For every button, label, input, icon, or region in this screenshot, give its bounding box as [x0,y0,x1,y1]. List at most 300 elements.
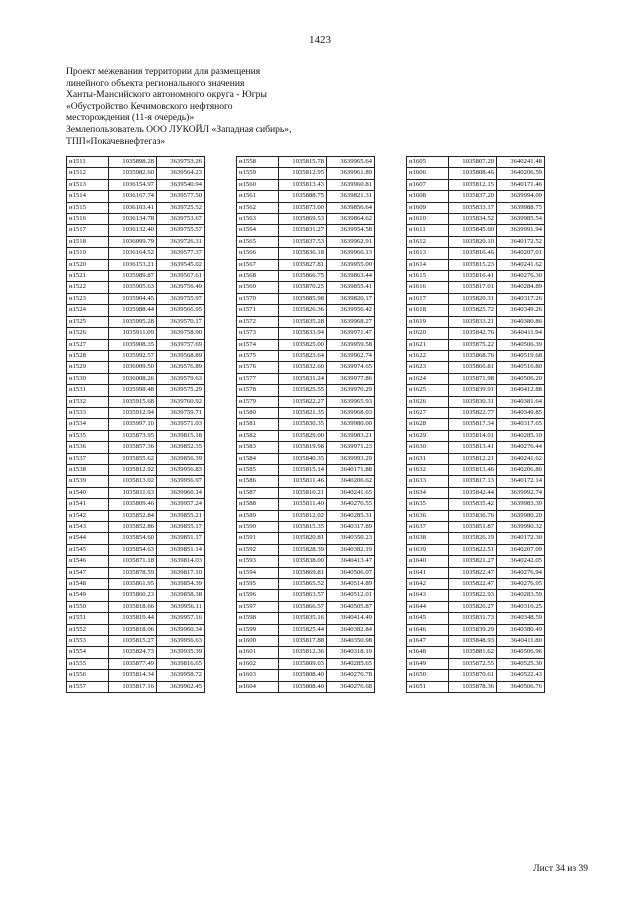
x-coordinate-cell: 1035822.47 [449,567,497,578]
point-id-cell: н1578 [237,385,279,396]
table-row [407,556,545,567]
y-coordinate-cell: 3639821.31 [327,191,375,202]
y-coordinate-cell: 3639955.00 [327,259,375,270]
y-coordinate-cell: 3640207.09 [497,544,545,555]
x-coordinate-cell: 1036164.52 [109,248,157,259]
y-coordinate-cell: 3640525.30 [497,658,545,669]
x-coordinate-cell: 1035878.36 [449,681,497,692]
table-row [237,522,375,533]
x-coordinate-cell: 1035816.46 [449,248,497,259]
y-coordinate-cell: 3640241.48 [497,157,545,168]
table-row [237,453,375,464]
x-coordinate-cell: 1035885.98 [279,293,327,304]
x-coordinate-cell: 1036132.40 [109,225,157,236]
table-row [67,385,205,396]
y-coordinate-cell: 3640414.49 [327,613,375,624]
y-coordinate-cell: 3639956.11 [157,601,205,612]
table-row [407,487,545,498]
x-coordinate-cell: 1035870.25 [279,282,327,293]
y-coordinate-cell: 3639540.94 [157,179,205,190]
table-row [67,601,205,612]
x-coordinate-cell: 1035835.28 [279,316,327,327]
table-row [67,157,205,168]
table-row [67,293,205,304]
y-coordinate-cell: 3640317.65 [497,419,545,430]
y-coordinate-cell: 3639959.58 [327,339,375,350]
y-coordinate-cell: 3639575.29 [157,385,205,396]
table-row [407,339,545,350]
x-coordinate-cell: 1035810.21 [279,487,327,498]
y-coordinate-cell: 3640514.89 [327,579,375,590]
x-coordinate-cell: 1035888.75 [279,191,327,202]
point-id-cell: н1542 [67,510,109,521]
point-id-cell: н1537 [67,453,109,464]
table-row [407,499,545,510]
table-row [237,681,375,692]
table-row [67,236,205,247]
table-row [407,510,545,521]
table-row [407,567,545,578]
table-row [407,658,545,669]
point-id-cell: н1511 [67,157,109,168]
point-id-cell: н1536 [67,442,109,453]
x-coordinate-cell: 1035830.35 [279,419,327,430]
table-row [407,670,545,681]
x-coordinate-cell: 1035819.98 [279,442,327,453]
x-coordinate-cell: 1035808.46 [449,168,497,179]
point-id-cell: н1595 [237,579,279,590]
y-coordinate-cell: 3640348.59 [497,613,545,624]
point-id-cell: н1581 [237,419,279,430]
y-coordinate-cell: 3640506.76 [497,681,545,692]
x-coordinate-cell: 1035852.84 [109,510,157,521]
x-coordinate-cell: 1035815.23 [449,259,497,270]
x-coordinate-cell: 1035812.15 [449,179,497,190]
table-row [67,613,205,624]
x-coordinate-cell: 1036103.41 [109,202,157,213]
table-row [407,430,545,441]
x-coordinate-cell: 1035837.53 [279,236,327,247]
table-row [407,350,545,361]
x-coordinate-cell: 1035814.01 [449,430,497,441]
x-coordinate-cell: 1035912.94 [109,407,157,418]
coordinates-table-2 [236,156,375,693]
point-id-cell: н1605 [407,157,449,168]
y-coordinate-cell: 3639815.18 [157,430,205,441]
y-coordinate-cell: 3639991.94 [497,225,545,236]
x-coordinate-cell: 1035821.27 [449,556,497,567]
table-row [237,214,375,225]
point-id-cell: н1639 [407,544,449,555]
y-coordinate-cell: 3640382.19 [327,544,375,555]
point-id-cell: н1632 [407,464,449,475]
table-row [407,419,545,430]
point-id-cell: н1572 [237,316,279,327]
table-row [237,282,375,293]
x-coordinate-cell: 1035854.63 [109,544,157,555]
y-coordinate-cell: 3640276.95 [497,579,545,590]
point-id-cell: н1586 [237,476,279,487]
x-coordinate-cell: 1035842.76 [449,328,497,339]
point-id-cell: н1618 [407,305,449,316]
table-row [67,522,205,533]
point-id-cell: н1524 [67,305,109,316]
x-coordinate-cell: 1035875.22 [449,339,497,350]
table-row [237,430,375,441]
y-coordinate-cell: 3640242.05 [497,556,545,567]
x-coordinate-cell: 1035992.57 [109,350,157,361]
table-row [67,214,205,225]
point-id-cell: н1631 [407,453,449,464]
point-id-cell: н1594 [237,567,279,578]
x-coordinate-cell: 1035869.81 [279,567,327,578]
point-id-cell: н1518 [67,236,109,247]
y-coordinate-cell: 3639994.09 [497,191,545,202]
point-id-cell: н1544 [67,533,109,544]
y-coordinate-cell: 3639570.17 [157,316,205,327]
y-coordinate-cell: 3640171.46 [497,179,545,190]
x-coordinate-cell: 1035818.66 [109,601,157,612]
y-coordinate-cell: 3640172.14 [497,476,545,487]
table-row [407,293,545,304]
x-coordinate-cell: 1035915.68 [109,396,157,407]
x-coordinate-cell: 1035822.27 [279,396,327,407]
sheet-footer: Лист 34 из 39 [533,864,588,874]
table-row [407,522,545,533]
x-coordinate-cell: 1036154.97 [109,179,157,190]
point-id-cell: н1566 [237,248,279,259]
y-coordinate-cell: 3640506.07 [327,567,375,578]
x-coordinate-cell: 1035877.49 [109,658,157,669]
x-coordinate-cell: 1035857.36 [109,442,157,453]
y-coordinate-cell: 3640349.26 [497,305,545,316]
y-coordinate-cell: 3640285.31 [327,510,375,521]
table-row [407,259,545,270]
x-coordinate-cell: 1035865.52 [279,579,327,590]
y-coordinate-cell: 3639974.65 [327,362,375,373]
point-id-cell: н1550 [67,601,109,612]
x-coordinate-cell: 1035904.45 [109,293,157,304]
x-coordinate-cell: 1035989.87 [109,271,157,282]
point-id-cell: н1616 [407,282,449,293]
table-row [237,157,375,168]
point-id-cell: н1651 [407,681,449,692]
header-line: месторождения (11-я очередь)» [66,112,195,124]
point-id-cell: н1629 [407,430,449,441]
x-coordinate-cell: 1035861.95 [109,579,157,590]
point-id-cell: н1546 [67,556,109,567]
point-id-cell: н1569 [237,282,279,293]
y-coordinate-cell: 3639983.21 [327,430,375,441]
table-row [67,510,205,521]
table-row [237,647,375,658]
point-id-cell: н1608 [407,191,449,202]
y-coordinate-cell: 3639817.10 [157,567,205,578]
point-id-cell: н1517 [67,225,109,236]
y-coordinate-cell: 3639954.58 [327,225,375,236]
point-id-cell: н1646 [407,624,449,635]
table-row [237,464,375,475]
x-coordinate-cell: 1035815.27 [109,636,157,647]
point-id-cell: н1514 [67,191,109,202]
y-coordinate-cell: 3639971.23 [327,442,375,453]
x-coordinate-cell: 1035820.10 [449,236,497,247]
x-coordinate-cell: 1035818.06 [109,624,157,635]
table-row [67,624,205,635]
point-id-cell: н1545 [67,544,109,555]
y-coordinate-cell: 3640276.78 [327,670,375,681]
point-id-cell: н1532 [67,396,109,407]
x-coordinate-cell: 1035811.46 [279,476,327,487]
x-coordinate-cell: 1035819.44 [109,613,157,624]
table-row [67,191,205,202]
point-id-cell: н1603 [237,670,279,681]
y-coordinate-cell: 3639977.86 [327,373,375,384]
point-id-cell: н1529 [67,362,109,373]
y-coordinate-cell: 3640411.80 [497,636,545,647]
point-id-cell: н1570 [237,293,279,304]
x-coordinate-cell: 1035840.35 [279,453,327,464]
y-coordinate-cell: 3639980.00 [327,419,375,430]
x-coordinate-cell: 1035831.24 [279,373,327,384]
x-coordinate-cell: 1035831.73 [449,613,497,624]
x-coordinate-cell: 1035827.81 [279,259,327,270]
point-id-cell: н1555 [67,658,109,669]
table-row [407,613,545,624]
table-row [407,191,545,202]
y-coordinate-cell: 3640506.39 [497,339,545,350]
header-line: «Обустройство Кечимовского нефтяного [66,100,233,112]
table-row [237,202,375,213]
y-coordinate-cell: 3640506.20 [497,373,545,384]
y-coordinate-cell: 3639814.03 [157,556,205,567]
y-coordinate-cell: 3639983.39 [497,499,545,510]
table-row [237,305,375,316]
y-coordinate-cell: 3640285.65 [327,658,375,669]
y-coordinate-cell: 3640171.88 [327,464,375,475]
x-coordinate-cell: 1035812.95 [279,168,327,179]
point-id-cell: н1589 [237,510,279,521]
point-id-cell: н1584 [237,453,279,464]
x-coordinate-cell: 1035825.72 [449,305,497,316]
table-row [407,407,545,418]
page-number: 1423 [309,34,331,46]
point-id-cell: н1625 [407,385,449,396]
table-row [237,590,375,601]
table-row [67,316,205,327]
y-coordinate-cell: 3639985.54 [497,214,545,225]
y-coordinate-cell: 3639957.24 [157,499,205,510]
point-id-cell: н1540 [67,487,109,498]
x-coordinate-cell: 1035817.13 [449,476,497,487]
x-coordinate-cell: 1035822.93 [449,590,497,601]
point-id-cell: н1528 [67,350,109,361]
x-coordinate-cell: 1035829.00 [279,430,327,441]
x-coordinate-cell: 1035851.87 [449,522,497,533]
y-coordinate-cell: 3639960.81 [327,179,375,190]
y-coordinate-cell: 3639956.97 [157,476,205,487]
x-coordinate-cell: 1035809.46 [109,499,157,510]
x-coordinate-cell: 1035997.10 [109,419,157,430]
point-id-cell: н1587 [237,487,279,498]
y-coordinate-cell: 3640241.65 [327,487,375,498]
point-id-cell: н1526 [67,328,109,339]
point-id-cell: н1599 [237,624,279,635]
point-id-cell: н1649 [407,658,449,669]
y-coordinate-cell: 3639820.17 [327,293,375,304]
table-row [407,328,545,339]
x-coordinate-cell: 1035812.21 [449,453,497,464]
point-id-cell: н1552 [67,624,109,635]
x-coordinate-cell: 1035814.34 [109,670,157,681]
table-row [237,271,375,282]
y-coordinate-cell: 3639577.37 [157,248,205,259]
y-coordinate-cell: 3639758.90 [157,328,205,339]
point-id-cell: н1535 [67,430,109,441]
y-coordinate-cell: 3639960.14 [157,487,205,498]
point-id-cell: н1630 [407,442,449,453]
y-coordinate-cell: 3640516.80 [497,362,545,373]
y-coordinate-cell: 3640241.62 [497,453,545,464]
x-coordinate-cell: 1035845.60 [449,225,497,236]
y-coordinate-cell: 3640381.64 [497,396,545,407]
y-coordinate-cell: 3640284.89 [497,282,545,293]
point-id-cell: н1547 [67,567,109,578]
x-coordinate-cell: 1035831.27 [279,225,327,236]
x-coordinate-cell: 1035817.88 [279,636,327,647]
x-coordinate-cell: 1035852.86 [109,522,157,533]
y-coordinate-cell: 3639962.45 [157,681,205,692]
point-id-cell: н1609 [407,202,449,213]
y-coordinate-cell: 3640505.87 [327,601,375,612]
point-id-cell: н1606 [407,168,449,179]
point-id-cell: н1610 [407,214,449,225]
table-row [237,567,375,578]
x-coordinate-cell: 1035808.40 [279,681,327,692]
table-row [237,396,375,407]
table-row [407,305,545,316]
table-row [67,658,205,669]
point-id-cell: н1598 [237,613,279,624]
table-row [67,168,205,179]
point-id-cell: н1558 [237,157,279,168]
point-id-cell: н1520 [67,259,109,270]
x-coordinate-cell: 1035828.39 [279,544,327,555]
point-id-cell: н1635 [407,499,449,510]
y-coordinate-cell: 3640350.23 [327,533,375,544]
table-row [67,647,205,658]
point-id-cell: н1562 [237,202,279,213]
y-coordinate-cell: 3640380.49 [497,624,545,635]
point-id-cell: н1576 [237,362,279,373]
y-coordinate-cell: 3639966.13 [327,248,375,259]
y-coordinate-cell: 3639970.29 [327,385,375,396]
x-coordinate-cell: 1035808.40 [279,670,327,681]
table-row [67,453,205,464]
point-id-cell: н1521 [67,271,109,282]
y-coordinate-cell: 3639851.17 [157,533,205,544]
point-id-cell: н1543 [67,522,109,533]
table-row [67,362,205,373]
table-row [407,157,545,168]
x-coordinate-cell: 1035815.35 [279,522,327,533]
point-id-cell: н1612 [407,236,449,247]
coordinates-table-1 [66,156,205,693]
y-coordinate-cell: 3639962.74 [327,350,375,361]
x-coordinate-cell: 1035863.57 [279,590,327,601]
x-coordinate-cell: 1035820.31 [449,293,497,304]
x-coordinate-cell: 1035825.44 [279,624,327,635]
y-coordinate-cell: 3639957.16 [157,613,205,624]
point-id-cell: н1523 [67,293,109,304]
table-row [67,373,205,384]
document-header [66,66,366,147]
y-coordinate-cell: 3639968.27 [327,316,375,327]
y-coordinate-cell: 3639564.23 [157,168,205,179]
x-coordinate-cell: 1035860.23 [109,590,157,601]
table-row [407,453,545,464]
table-row [67,442,205,453]
x-coordinate-cell: 1036099.79 [109,236,157,247]
table-row [67,544,205,555]
table-row [237,407,375,418]
point-id-cell: н1596 [237,590,279,601]
point-id-cell: н1597 [237,601,279,612]
y-coordinate-cell: 3639958.72 [157,670,205,681]
point-id-cell: н1601 [237,647,279,658]
x-coordinate-cell: 1035848.93 [449,636,497,647]
y-coordinate-cell: 3639856.39 [157,453,205,464]
x-coordinate-cell: 1035911.09 [109,328,157,339]
point-id-cell: н1626 [407,396,449,407]
x-coordinate-cell: 1035830.31 [449,396,497,407]
x-coordinate-cell: 1035813.43 [279,179,327,190]
x-coordinate-cell: 1035855.62 [109,453,157,464]
point-id-cell: н1614 [407,259,449,270]
y-coordinate-cell: 3639863.44 [327,271,375,282]
point-id-cell: н1593 [237,556,279,567]
x-coordinate-cell: 1035815.14 [279,464,327,475]
x-coordinate-cell: 1035826.27 [449,601,497,612]
point-id-cell: н1574 [237,339,279,350]
point-id-cell: н1582 [237,430,279,441]
y-coordinate-cell: 3640412.88 [497,385,545,396]
y-coordinate-cell: 3639816.65 [157,658,205,669]
table-row [407,647,545,658]
table-row [407,236,545,247]
y-coordinate-cell: 3639756.49 [157,282,205,293]
y-coordinate-cell: 3639956.63 [157,636,205,647]
y-coordinate-cell: 3639851.14 [157,544,205,555]
table-row [407,476,545,487]
x-coordinate-cell: 1035836.18 [279,248,327,259]
table-row [67,556,205,567]
y-coordinate-cell: 3639755.97 [157,293,205,304]
y-coordinate-cell: 3640276.30 [497,271,545,282]
point-id-cell: н1560 [237,179,279,190]
y-coordinate-cell: 3640350.98 [327,636,375,647]
x-coordinate-cell: 1035825.55 [279,385,327,396]
table-row [67,636,205,647]
x-coordinate-cell: 1036134.78 [109,214,157,225]
x-coordinate-cell: 1035835.16 [279,613,327,624]
y-coordinate-cell: 3639971.47 [327,328,375,339]
x-coordinate-cell: 1035866.81 [449,362,497,373]
point-id-cell: н1573 [237,328,279,339]
point-id-cell: н1533 [67,407,109,418]
x-coordinate-cell: 1036009.50 [109,362,157,373]
x-coordinate-cell: 1035854.60 [109,533,157,544]
